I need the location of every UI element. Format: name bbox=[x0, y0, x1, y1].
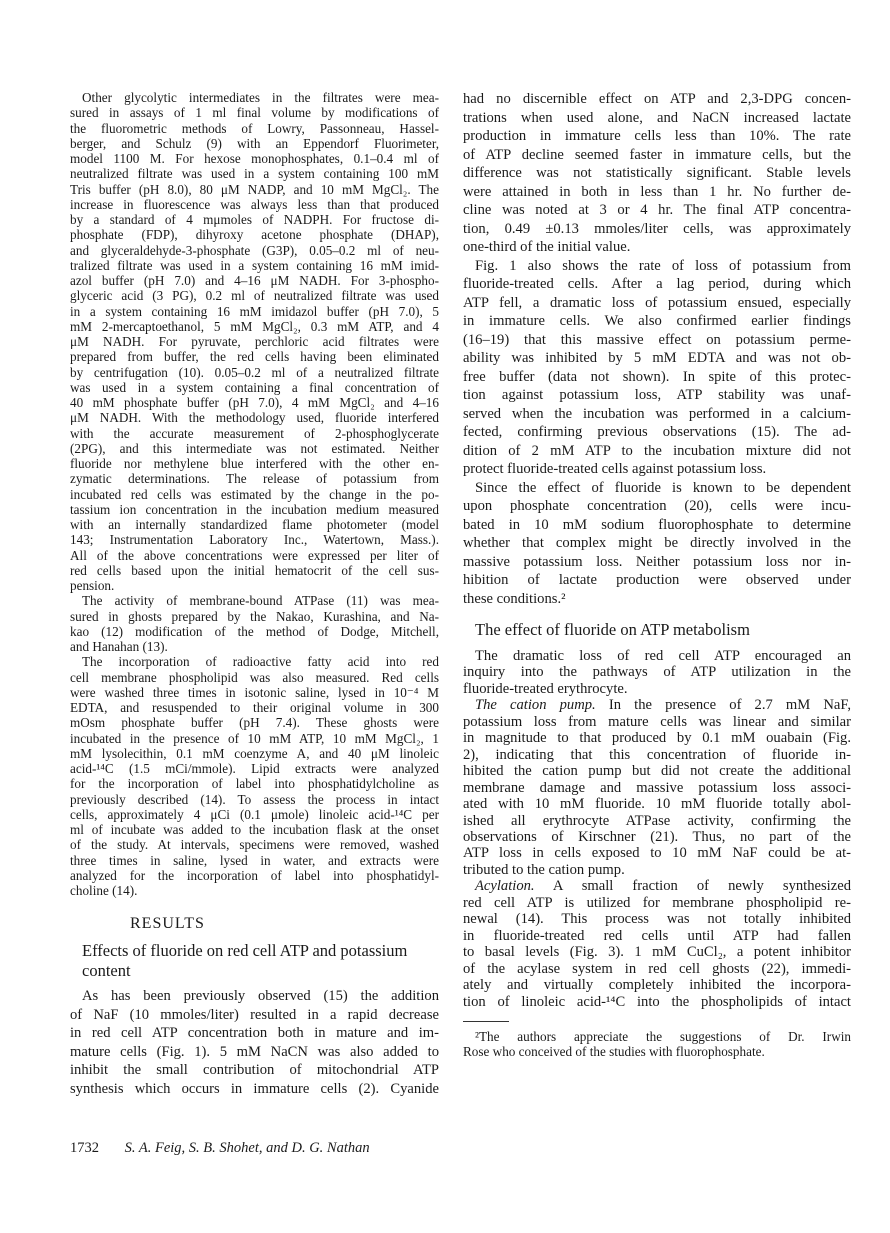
text-line: choline (14). bbox=[70, 883, 138, 898]
text-line: with an internally standardized flame photometer (model bbox=[70, 517, 439, 532]
text-line: fluoride nor methylene blue interfered with the other en- bbox=[70, 456, 439, 471]
footnote-line: Rose who conceived of the studies with fluorophosphate. bbox=[463, 1044, 765, 1059]
text-line: one-third of the initial value. bbox=[463, 239, 631, 255]
text-line: to basal levels (Fig. 3). 1 mM CuCl₂, a potent inhibitor bbox=[463, 944, 851, 961]
text-line: served when the incubation was performed in a calcium- bbox=[463, 405, 851, 422]
text-line: pension. bbox=[70, 578, 115, 593]
text-line: Fig. 1 also shows the rate of loss of potassium from bbox=[475, 257, 851, 274]
text-line: cell membrane phospholipid was also measured. Red cells bbox=[70, 669, 439, 685]
text-line: ATP fell, a dramatic loss of potassium ensued, especially bbox=[463, 294, 851, 311]
text-line: for the incorporation of label into phosphatidylcholine as bbox=[70, 776, 439, 792]
paragraph bbox=[463, 878, 851, 1010]
text-line: of the acylase system in red cell ghosts (22), immedi- bbox=[463, 960, 851, 977]
footnote-line: ²The authors appreciate the suggestions of Dr. Irwin bbox=[475, 1029, 851, 1044]
text-line: Other glycolytic intermediates in the filtrates were mea- bbox=[82, 90, 439, 105]
text-run: In the presence of 2.7 mM NaF, bbox=[595, 697, 852, 714]
text-line: previously described (14). To assess the process in intact bbox=[70, 791, 439, 807]
text-line: of ATP decline seemed faster in immature cells, but the bbox=[463, 146, 851, 163]
text-line: three times in saline, lysed in water, and extracts were bbox=[70, 852, 439, 868]
text-run: A small fraction of newly synthesized bbox=[534, 878, 851, 895]
text-line: red cell ATP is utilized for membrane phospholipid re- bbox=[463, 894, 851, 911]
text-line: and glyceraldehyde-3-phosphate (G3P), 0.05–0.2 ml of neu- bbox=[70, 242, 439, 258]
text-line: inhibit the small contribution of mitochondrial ATP bbox=[70, 1062, 439, 1078]
text-line: Since the effect of fluoride is known to be dependent bbox=[475, 479, 851, 496]
text-line: ability was inhibited by 5 mM EDTA and was not ob- bbox=[463, 350, 851, 366]
text-line: tion against potassium loss, ATP stability was unaf- bbox=[463, 387, 851, 403]
text-line: observations of Kirschner (21). Thus, no part of the bbox=[463, 828, 851, 845]
text-line: 143; Instrumentation Laboratory Inc., Watertown, Mass.). bbox=[70, 532, 439, 548]
text-line: tralized filtrate was used in a system containing 16 mM imid- bbox=[70, 257, 439, 273]
text-line: by a standard of 4 mμmoles of NADPH. For fructose di- bbox=[70, 212, 439, 227]
footnote-divider bbox=[463, 1021, 509, 1022]
text-line: in fluoride-treated red cells until ATP had fallen bbox=[463, 927, 851, 944]
text-line: of NaF (10 mmoles/liter) resulted in a rapid decrease bbox=[70, 1006, 439, 1023]
text-line: fected, confirming previous observations (15). The ad- bbox=[463, 424, 851, 440]
text-line: sured in ghosts prepared by the Nakao, Kurashina, and Na- bbox=[70, 608, 439, 624]
text-line: As has been previously observed (15) the addition bbox=[82, 988, 439, 1004]
run-in-heading: Acylation. bbox=[475, 878, 535, 895]
text-line: mOsm phosphate buffer (pH 7.4). These ghosts were bbox=[70, 715, 439, 731]
paragraph bbox=[463, 648, 851, 697]
paragraph bbox=[70, 987, 439, 1098]
text-line: were washed three times in isotonic saline, lysed in 10⁻⁴ M bbox=[70, 684, 439, 700]
text-line: zymatic determinations. The release of potassium from bbox=[70, 471, 439, 487]
text-line: hibition of lactate production were observed under bbox=[463, 572, 851, 588]
text-line: bated in 10 mM sodium fluorophosphate to determine bbox=[463, 516, 851, 533]
left-column-methods bbox=[70, 90, 439, 898]
text-line: of the study. At intervals, specimens were removed, washed bbox=[70, 837, 439, 853]
text-line: Tris buffer (pH 8.0), 80 μM NADP, and 10 mM MgCl₂. The bbox=[70, 181, 439, 197]
text-line: EDTA, and resuspended to their original volume in 300 bbox=[70, 700, 439, 715]
paragraph bbox=[70, 90, 439, 593]
text-line: mM lysolecithin, 0.1 mM coenzyme A, and 40 μM linoleic bbox=[70, 745, 439, 761]
page-number: 1732 bbox=[70, 1140, 99, 1156]
text-line: hibited the cation pump but did not create the additional bbox=[463, 763, 851, 780]
text-line: membrane damage and massive potassium loss associ- bbox=[463, 779, 851, 796]
running-authors: S. A. Feig, S. B. Shohet, and D. G. Nathan bbox=[124, 1140, 370, 1156]
paragraph bbox=[463, 697, 851, 878]
paragraph bbox=[463, 479, 851, 609]
text-line: was used in a system containing a final concentration of bbox=[70, 379, 439, 395]
text-line: mature cells (Fig. 1). 5 mM NaCN was also added to bbox=[70, 1043, 439, 1060]
text-line: μM NADH. For pyruvate, perchloric acid filtrates were bbox=[70, 334, 439, 349]
left-column-results bbox=[70, 987, 439, 1098]
text-line: analyzed for the incorporation of label into phosphatidyl- bbox=[70, 867, 439, 883]
text-line: ately and virtually completely inhibited the incorpora- bbox=[463, 977, 851, 994]
text-line: μM NADH. With the methodology used, fluoride interfered bbox=[70, 410, 439, 426]
paragraph bbox=[70, 593, 439, 654]
text-line: newal (14). This process was not totally inhibited bbox=[463, 911, 851, 928]
text-line: tributed to the cation pump. bbox=[463, 861, 625, 878]
text-line: by centrifugation (10). 0.05–0.2 ml of a neutralized filtrate bbox=[70, 364, 439, 380]
text-line: in magnitude to that produced by 0.1 mM ouabain (Fig. bbox=[463, 730, 851, 747]
text-line: in immature cells. We also confirmed earlier findings bbox=[463, 313, 851, 329]
text-line: The incorporation of radioactive fatty acid into red bbox=[82, 654, 439, 670]
text-line: 2), indicating that this concentration of fluoride in- bbox=[463, 746, 851, 763]
text-line: (2PG), and this intermediate was not estimated. Neither bbox=[70, 440, 439, 456]
text-line: red cells based upon the initial hematocrit of the cell sus- bbox=[70, 562, 439, 578]
text-line: acid-¹⁴C (1.5 mCi/mmole). Lipid extracts were analyzed bbox=[70, 761, 439, 776]
text-line: neutralized filtrate was used in a system containing 100 mM bbox=[70, 166, 439, 182]
text-line: synthesis which occurs in immature cells (2). Cyanide bbox=[70, 1080, 439, 1097]
text-line: berger, and Schulz (9) with an Eppendorf Fluorimeter, bbox=[70, 135, 439, 151]
text-line: phosphate (FDP), dihyroxy acetone phosphate (DHAP), bbox=[70, 227, 439, 243]
text-line: All of the above concentrations were expressed per liter of bbox=[70, 547, 439, 563]
text-line: 40 mM phosphate buffer (pH 7.0), 4 mM MgCl₂ and 4–16 bbox=[70, 395, 439, 410]
text-line: mM 2-mercaptoethanol, 5 mM MgCl₂, 0.3 mM ATP, and 4 bbox=[70, 318, 439, 334]
text-line: in red cell ATP concentration both in mature and im- bbox=[70, 1025, 439, 1041]
text-line bbox=[463, 878, 851, 894]
text-line: with the accurate measurement of 2-phosphoglycerate bbox=[70, 425, 439, 441]
page-footer bbox=[70, 1140, 370, 1157]
paragraph bbox=[463, 90, 851, 257]
text-line: tion, 0.49 ±0.13 mmoles/liter cells, was approximately bbox=[463, 220, 851, 237]
text-line: incubated in the presence of 10 mM ATP, 10 mM MgCl₂, 1 bbox=[70, 730, 439, 746]
text-line: fluoride-treated erythrocyte. bbox=[463, 680, 628, 697]
text-line: whether that complex might be directly involved in the bbox=[463, 535, 851, 551]
text-line: had no discernible effect on ATP and 2,3-DPG concen- bbox=[463, 91, 851, 107]
text-line: protect fluoride-treated cells against potassium loss. bbox=[463, 461, 767, 477]
text-line: ished all erythrocyte ATPase activity, confirming the bbox=[463, 812, 851, 829]
text-line: in a system containing 16 mM imidazol buffer (pH 7.0), 5 bbox=[70, 303, 439, 319]
right-column-results bbox=[463, 90, 851, 608]
paragraph bbox=[70, 654, 439, 898]
text-line: and Hanahan (13). bbox=[70, 639, 168, 654]
subsection-heading-fluoride-effects: Effects of fluoride on red cell ATP and potassium content bbox=[82, 941, 408, 980]
text-line: (16–19) that this massive effect on potassium perme- bbox=[463, 331, 851, 348]
text-line: potassium loss from mature cells was linear and similar bbox=[463, 713, 851, 730]
text-line: upon phosphate concentration (20), cells were incu- bbox=[463, 498, 851, 514]
text-line: these conditions.² bbox=[463, 590, 566, 607]
text-line: were attained in both in less than 1 hr. No further de- bbox=[463, 183, 851, 200]
text-line: dition of 2 mM ATP to the incubation mixture did not bbox=[463, 442, 851, 459]
text-line: incubated red cells was estimated by the change in the po- bbox=[70, 486, 439, 502]
text-line: ml of incubate was added to the incubation flask at the onset bbox=[70, 822, 439, 837]
text-line: The dramatic loss of red cell ATP encouraged an bbox=[475, 648, 851, 664]
text-line: inquiry into the pathways of ATP utilization in the bbox=[463, 664, 851, 681]
text-line: cells, approximately 4 μCi (0.1 μmole) linoleic acid-¹⁴C per bbox=[70, 806, 439, 822]
text-line: massive potassium loss. Neither potassium loss nor in- bbox=[463, 553, 851, 570]
run-in-heading: The cation pump. bbox=[475, 697, 596, 714]
text-line: fluoride-treated cells. After a lag period, during which bbox=[463, 276, 851, 292]
footnote bbox=[463, 1029, 851, 1059]
text-line: tion of linoleic acid-¹⁴C into the phospholipids of intact bbox=[463, 993, 851, 1010]
right-column-atp-metabolism bbox=[463, 648, 851, 1010]
text-line: difference was not statistically significant. Stable levels bbox=[463, 165, 851, 181]
paragraph bbox=[463, 257, 851, 479]
text-line: The activity of membrane-bound ATPase (11) was mea- bbox=[82, 593, 439, 609]
text-line: tassium ion concentration in the incubation medium measured bbox=[70, 501, 439, 517]
text-line: trations when used alone, and NaCN increased lactate bbox=[463, 109, 851, 126]
text-line: production in immature cells less than 10%. The rate bbox=[463, 128, 851, 144]
text-line: ated with 10 mM fluoride. 10 mM fluoride totally abol- bbox=[463, 796, 851, 813]
text-line: glyceric acid (3 PG), 0.2 ml of neutralized filtrate was used bbox=[70, 288, 439, 304]
subsection-heading-atp-metabolism: The effect of fluoride on ATP metabolism bbox=[475, 620, 750, 639]
text-line: model 1100 M. For hexose monophosphates, 0.1–0.4 ml of bbox=[70, 151, 439, 166]
text-line: azol buffer (pH 7.0) and 4–16 μM NADH. For 3-phospho- bbox=[70, 273, 439, 288]
text-line: kao (12) modification of the method of Dodge, Mitchell, bbox=[70, 623, 439, 639]
text-line: the fluorometric methods of Lowry, Passonneau, Hassel- bbox=[70, 120, 439, 136]
section-heading-results: RESULTS bbox=[130, 915, 205, 932]
text-line: sured in assays of 1 ml final volume by modifications of bbox=[70, 105, 439, 121]
text-line: ATP loss in cells exposed to 10 mM NaF could be at- bbox=[463, 845, 851, 862]
text-line bbox=[463, 697, 851, 713]
text-line: cline was noted at 3 or 4 hr. The final ATP concentra- bbox=[463, 202, 851, 218]
text-line: increase in fluorescence was always less than that produced bbox=[70, 196, 439, 212]
text-line: prepared from buffer, the red cells having been eliminated bbox=[70, 349, 439, 365]
text-line: free buffer (data not shown). In spite of this protec- bbox=[463, 368, 851, 385]
